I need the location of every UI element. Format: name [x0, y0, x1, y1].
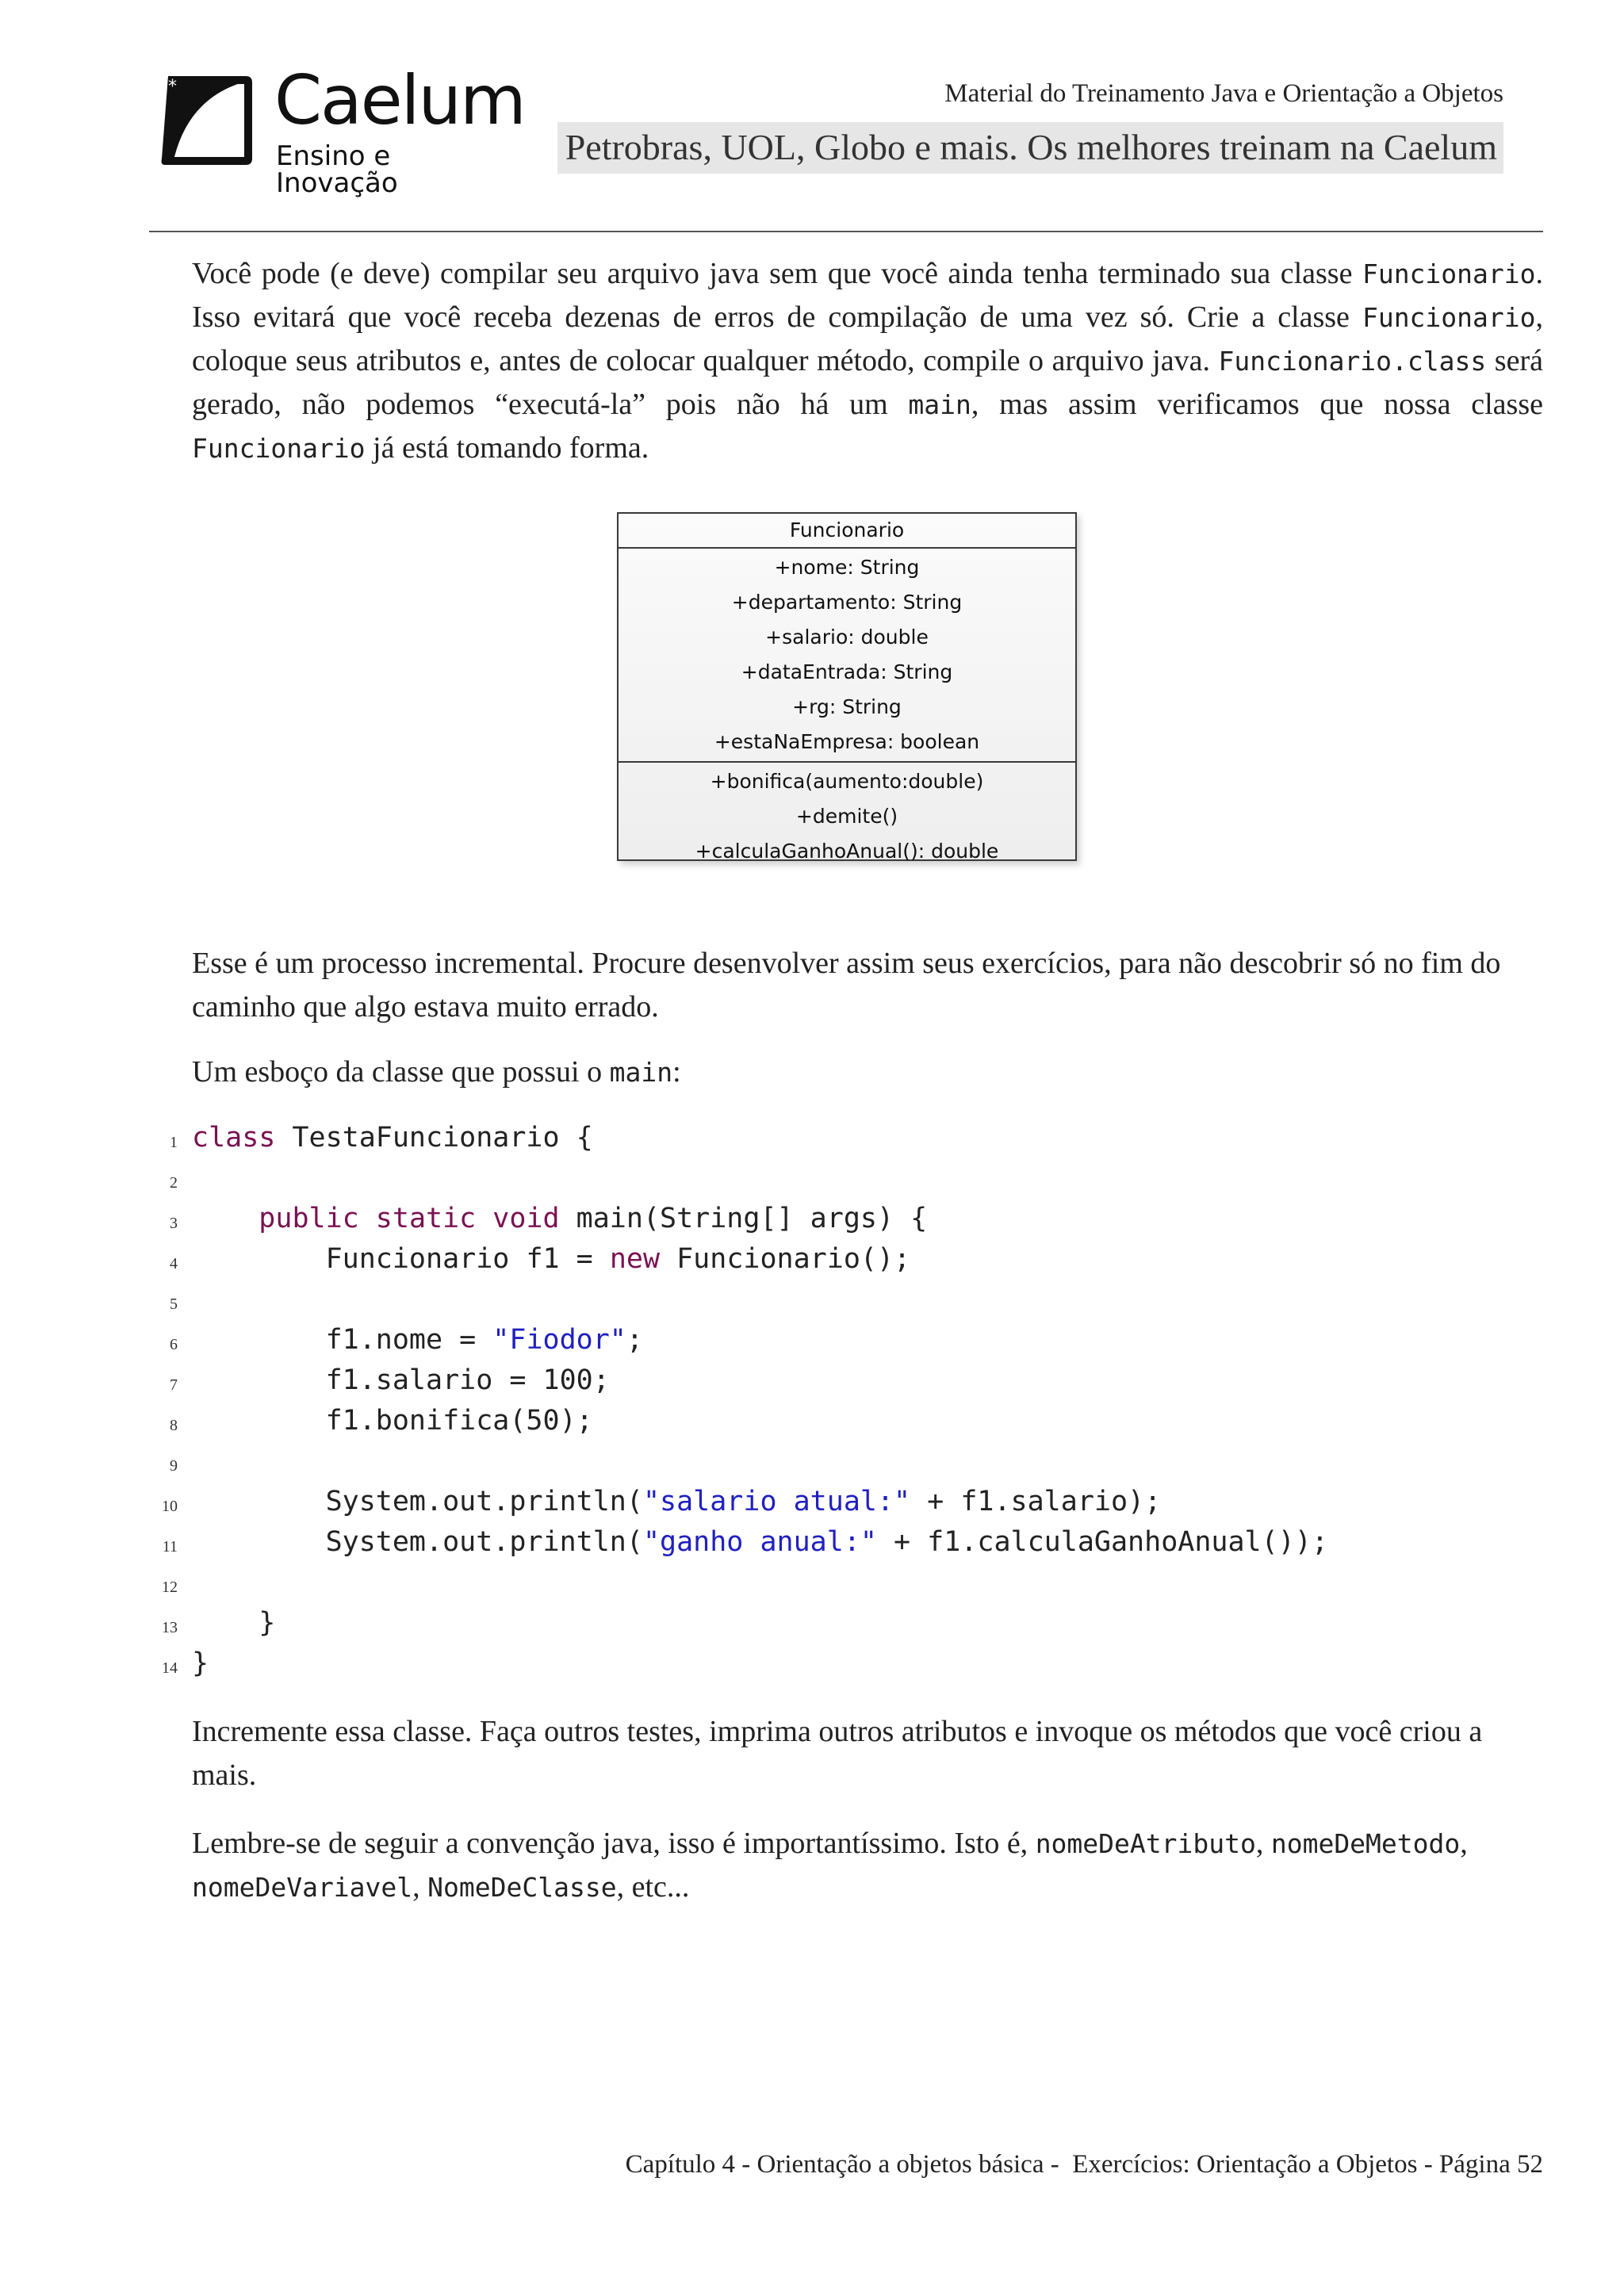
- uml-attribute: +estaNaEmpresa: boolean: [714, 730, 980, 753]
- caelum-logo: [157, 61, 525, 199]
- uml-class-diagram: [617, 512, 1077, 861]
- uml-method: +demite(): [795, 805, 898, 828]
- page-header: [0, 0, 1624, 238]
- code-inline: nomeDeAtributo: [1035, 1828, 1256, 1859]
- code-inline: NomeDeClasse: [427, 1872, 617, 1903]
- uml-attributes: [619, 549, 1075, 763]
- line-number: 4: [170, 1255, 178, 1272]
- code-text: [192, 1320, 643, 1360]
- code-line: [0, 1401, 1624, 1441]
- indent: [192, 1324, 326, 1356]
- code-text: [192, 1118, 593, 1158]
- code-inline: Funcionario: [1362, 302, 1536, 333]
- code-line: [0, 1441, 1624, 1482]
- line-number: 2: [170, 1174, 178, 1192]
- code-text: [192, 1199, 927, 1239]
- text: ,: [1255, 1827, 1271, 1860]
- paragraph-compile: [192, 252, 1543, 470]
- logo-wordmark: Caelum: [274, 61, 525, 140]
- uml-attribute: +rg: String: [792, 695, 902, 718]
- code-line: [0, 1360, 1624, 1401]
- line-number: 7: [170, 1376, 178, 1394]
- code-fragment: Funcionario();: [660, 1243, 911, 1275]
- code-fragment: ;: [626, 1324, 643, 1356]
- code-text: [192, 1239, 910, 1280]
- text: :: [672, 1055, 681, 1089]
- code-text: }: [192, 1647, 209, 1679]
- line-number: 14: [162, 1659, 178, 1677]
- uml-attribute: +departamento: String: [731, 591, 963, 614]
- paragraph-convention: [192, 1822, 1543, 1909]
- paragraph-increment: Incremente essa classe. Faça outros testes, imprima outros atributos e invoque os métodos que você criou a mais.: [192, 1715, 1483, 1792]
- code-fragment: System.out.println(: [325, 1526, 643, 1558]
- line-number: 13: [162, 1619, 178, 1636]
- keyword: class: [192, 1122, 276, 1154]
- text: , coloque seus atributos e, antes de colocar qualquer método, compile o arquivo java.: [192, 300, 1543, 377]
- uml-attribute: +dataEntrada: String: [741, 660, 953, 683]
- caelum-logo-mark-icon: [157, 70, 257, 170]
- code-fragment: + f1.salario);: [910, 1486, 1162, 1517]
- code-inline: main: [609, 1057, 673, 1088]
- indent: [192, 1203, 259, 1234]
- code-fragment: f1.nome =: [325, 1324, 493, 1356]
- page-footer: Capítulo 4 - Orientação a objetos básica - Exercícios: Orientação a Objetos - Página 52: [625, 2150, 1543, 2179]
- code-text: [192, 1482, 1161, 1522]
- text: , etc...: [616, 1870, 690, 1904]
- code-line: [0, 1320, 1624, 1360]
- paragraph-incremental: Esse é um processo incremental. Procure desenvolver assim seus exercícios, para não descobrir só no fim do caminho que algo estava muito errado.: [192, 947, 1501, 1024]
- text: Um esboço da classe que possui o: [192, 1055, 610, 1089]
- line-number: 1: [170, 1134, 178, 1151]
- text: Lembre-se de seguir a convenção java, isso é importantíssimo. Isto é,: [192, 1827, 1036, 1860]
- uml-attribute: +nome: String: [774, 556, 920, 579]
- code-fragment: main(String[] args) {: [559, 1203, 928, 1234]
- code-text: }: [192, 1607, 276, 1639]
- code-line: [0, 1644, 1624, 1684]
- code-fragment: Funcionario f1 =: [325, 1243, 610, 1275]
- code-line: [0, 1482, 1624, 1522]
- code-inline: nomeDeVariavel: [192, 1872, 413, 1903]
- line-number: 12: [162, 1578, 178, 1596]
- text: Você pode (e deve) compilar seu arquivo java sem que você ainda tenha terminado sua classe: [192, 257, 1362, 290]
- text: será gerado, não podemos “executá-la” pois não há um: [192, 344, 1543, 421]
- indent: [192, 1486, 326, 1517]
- logo-tagline: Ensino e Inovação: [276, 140, 398, 199]
- line-number: 10: [162, 1498, 178, 1515]
- uml-class-name: Funcionario: [619, 514, 1075, 549]
- keyword: public static void: [259, 1203, 560, 1234]
- svg-text:*: *: [168, 77, 177, 97]
- code-line: [0, 1603, 1624, 1644]
- line-number: 3: [170, 1215, 178, 1232]
- line-number: 11: [162, 1538, 178, 1556]
- string-literal: "Fiodor": [492, 1324, 626, 1356]
- uml-methods: [619, 763, 1075, 871]
- text: , mas assim verificamos que nossa classe: [971, 388, 1543, 421]
- code-line: [0, 1239, 1624, 1280]
- code-line: [0, 1158, 1624, 1199]
- text: ,: [412, 1870, 428, 1904]
- code-inline: main: [908, 389, 971, 420]
- code-fragment: + f1.calculaGanhoAnual());: [876, 1526, 1328, 1558]
- paragraph-sketch-intro: [192, 1050, 1543, 1094]
- indent: [192, 1526, 326, 1558]
- uml-method: +calculaGanhoAnual(): double: [695, 840, 999, 863]
- code-text: f1.bonifica(50);: [192, 1405, 593, 1437]
- line-number: 8: [170, 1417, 178, 1434]
- text: ,: [1460, 1827, 1468, 1860]
- code-inline: Funcionario.class: [1218, 346, 1487, 377]
- uml-method: +bonifica(aumento:double): [710, 770, 984, 793]
- indent: [192, 1243, 326, 1275]
- code-line: [0, 1199, 1624, 1239]
- code-line: [0, 1563, 1624, 1603]
- header-divider: [149, 231, 1543, 232]
- line-number: 9: [170, 1457, 178, 1475]
- header-banner: Petrobras, UOL, Globo e mais. Os melhores treinam na Caelum: [557, 122, 1503, 174]
- code-inline: Funcionario: [192, 433, 366, 464]
- code-line: [0, 1280, 1624, 1320]
- string-literal: "salario atual:": [642, 1486, 911, 1517]
- code-inline: Funcionario: [1362, 258, 1536, 289]
- text: . Isso evitará que você receba dezenas de erros de compilação de uma vez só. Crie a classe: [192, 257, 1543, 334]
- code-line: [0, 1118, 1624, 1158]
- code-text: f1.salario = 100;: [192, 1364, 610, 1396]
- header-subtitle: Material do Treinamento Java e Orientação a Objetos: [944, 79, 1503, 108]
- uml-attribute: +salario: double: [765, 626, 929, 649]
- code-text: [192, 1522, 1328, 1563]
- line-number: 6: [170, 1336, 178, 1353]
- line-number: 5: [170, 1295, 178, 1313]
- keyword: new: [609, 1243, 661, 1275]
- code-fragment: System.out.println(: [325, 1486, 643, 1517]
- code-fragment: TestaFuncionario {: [275, 1122, 593, 1154]
- text: já está tomando forma.: [365, 431, 649, 465]
- string-literal: "ganho anual:": [642, 1526, 877, 1558]
- code-line: [0, 1522, 1624, 1563]
- code-inline: nomeDeMetodo: [1270, 1828, 1461, 1859]
